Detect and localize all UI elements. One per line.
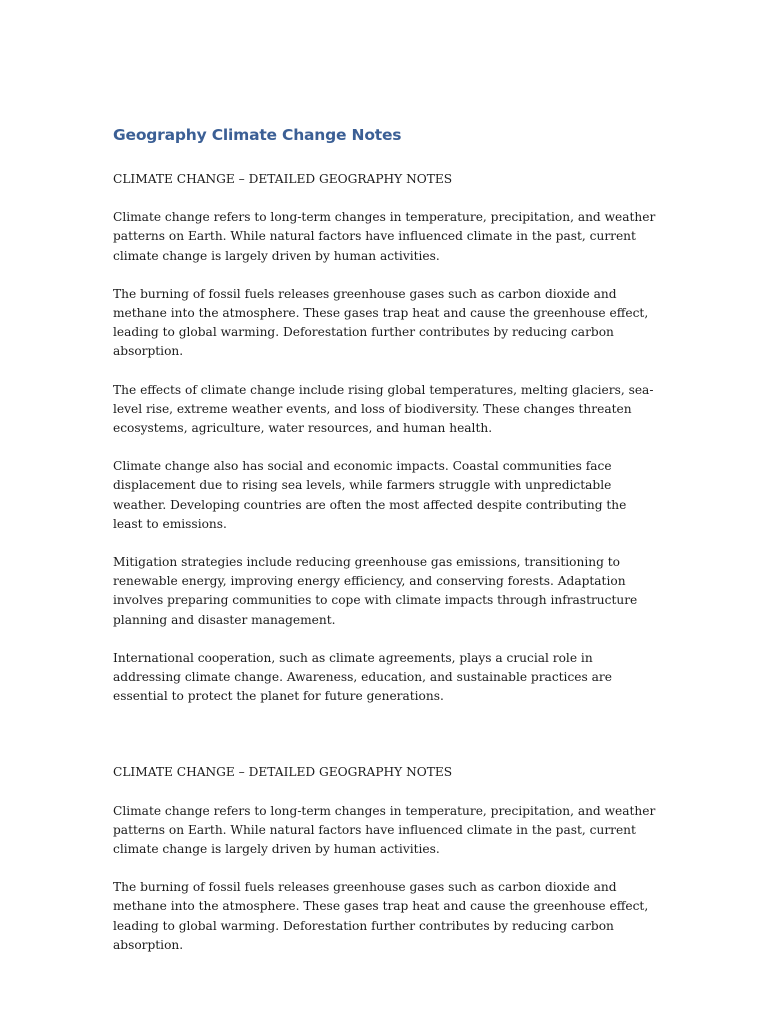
section-heading: CLIMATE CHANGE – DETAILED GEOGRAPHY NOTES [113, 765, 453, 780]
document-body [113, 124, 658, 974]
paragraph: Climate change also has social and economic impacts. Coastal communities face displacement due to rising sea levels, while farmers struggle with unpredictable weather. Developing countries are often the most affected despite contributing the least to emissions. [113, 459, 627, 531]
paragraph: The burning of fossil fuels releases greenhouse gases such as carbon dioxide and methane into the atmosphere. These gases trap heat and cause the greenhouse effect, leading to global warming. Deforestation further contributes by reducing carbon absorption. [113, 880, 649, 952]
paragraph: Climate change refers to long-term changes in temperature, precipitation, and weather patterns on Earth. While natural factors have influenced climate in the past, current climate change is largely driven by human activities. [113, 803, 656, 857]
section-spacer [113, 725, 658, 763]
paragraph: Climate change refers to long-term changes in temperature, precipitation, and weather patterns on Earth. While natural factors have influenced climate in the past, current climate change is largely driven by human activities. [113, 210, 656, 263]
paragraph: The effects of climate change include rising global temperatures, melting glaciers, sea-level rise, extreme weather events, and loss of biodiversity. These changes threaten ecosystems, agriculture, water resources, and human health. [113, 382, 654, 436]
notes-section-2 [113, 763, 658, 955]
paragraph: International cooperation, such as climate agreements, plays a crucial role in addressing climate change. Awareness, education, and sustainable practices are essential to protect the planet for future generations. [113, 650, 612, 704]
document-title: Geography Climate Change Notes [113, 126, 402, 144]
paragraph: Mitigation strategies include reducing greenhouse gas emissions, transitioning to renewable energy, improving energy efficiency, and conserving forests. Adaptation involves preparing communities to cope with climate impacts through infrastructure planning and disaster management. [113, 555, 638, 627]
notes-section-1 [113, 170, 658, 706]
section-heading: CLIMATE CHANGE – DETAILED GEOGRAPHY NOTES [113, 172, 453, 186]
paragraph: The burning of fossil fuels releases greenhouse gases such as carbon dioxide and methane into the atmosphere. These gases trap heat and cause the greenhouse effect, leading to global warming. Deforestation further contributes by reducing carbon absorption. [113, 286, 649, 359]
